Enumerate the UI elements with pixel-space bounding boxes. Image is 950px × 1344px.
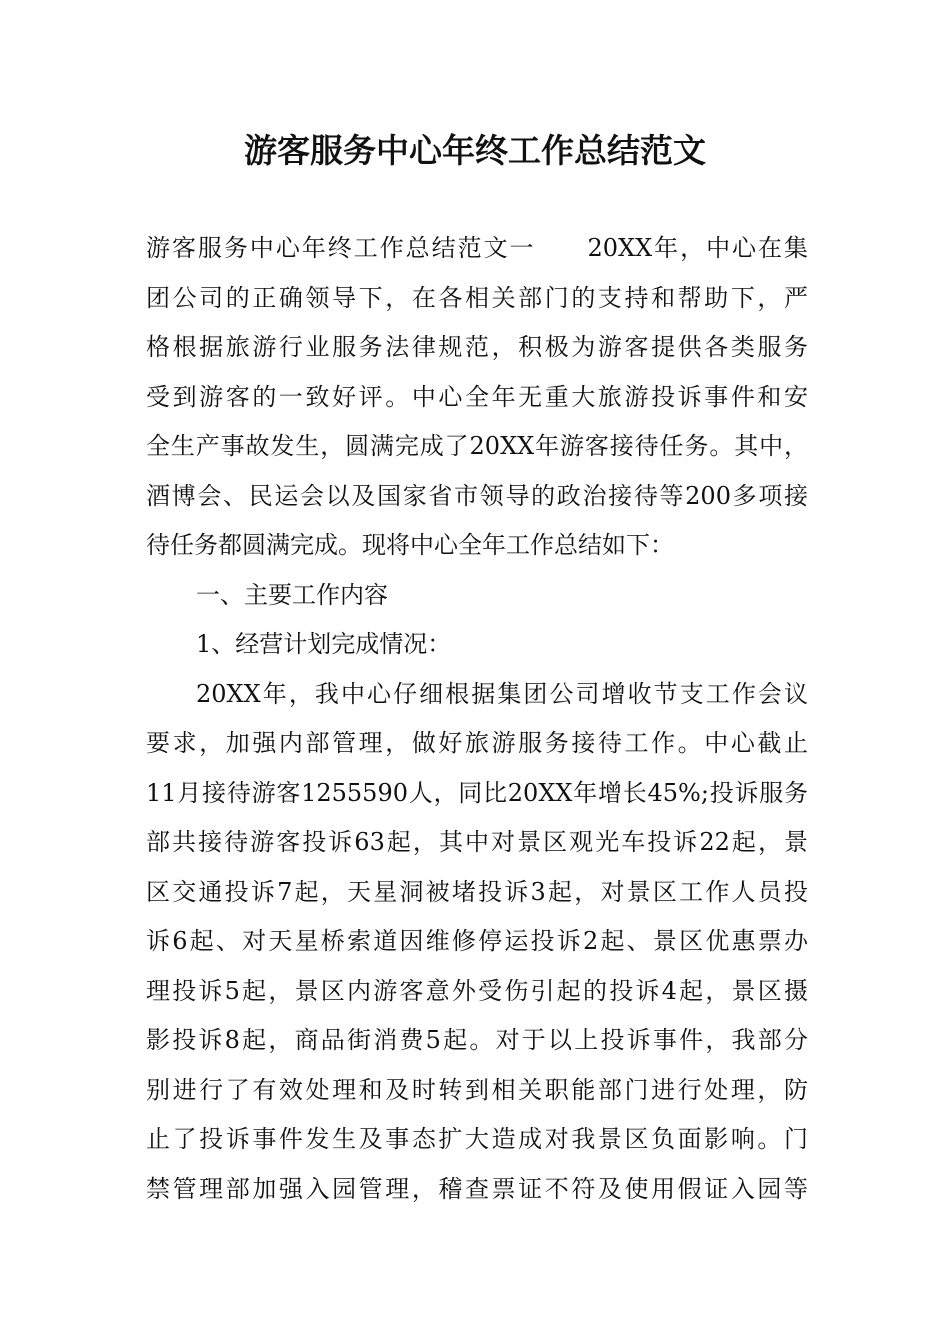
body-line: 受到游客的一致好评。中心全年无重大旅游投诉事件和安 — [146, 382, 808, 411]
body-line: 待任务都圆满完成。现将中心全年工作总结如下： — [146, 531, 674, 559]
body-line: 要求，加强内部管理，做好旅游服务接待工作。中心截止 — [146, 729, 808, 757]
body-line: 部共接待游客投诉63起，其中对景区观光车投诉22起，景 — [146, 828, 808, 856]
body-line: 游客服务中心年终工作总结范文一 20XX年，中心在集 — [146, 234, 808, 262]
body-line: 20XX年，我中心仔细根据集团公司增收节支工作会议 — [196, 679, 808, 708]
body-line: 诉6起、对天星桥索道因维修停运投诉2起、景区优惠票办 — [146, 927, 808, 955]
body-line: 酒博会、民运会以及国家省市领导的政治接待等200多项接 — [146, 481, 808, 510]
body-line: 止了投诉事件发生及事态扩大造成对我景区负面影响。门 — [146, 1125, 808, 1153]
body-line: 格根据旅游行业服务法律规范，积极为游客提供各类服务 — [146, 333, 808, 361]
subsection-heading: 1、经营计划完成情况： — [196, 630, 452, 658]
document-body — [146, 224, 808, 1214]
body-line: 别进行了有效处理和及时转到相关职能部门进行处理，防 — [146, 1075, 808, 1104]
section-heading: 一、主要工作内容 — [196, 580, 388, 609]
document-title: 游客服务中心年终工作总结范文 — [244, 131, 706, 170]
body-line: 影投诉8起，商品街消费5起。对于以上投诉事件，我部分 — [146, 1026, 808, 1054]
body-line: 理投诉5起，景区内游客意外受伤引起的投诉4起，景区摄 — [146, 976, 808, 1005]
body-line: 团公司的正确领导下，在各相关部门的支持和帮助下，严 — [146, 283, 808, 312]
body-line: 区交通投诉7起，天星洞被堵投诉3起，对景区工作人员投 — [146, 877, 808, 906]
body-line: 禁管理部加强入园管理，稽查票证不符及使用假证入园等 — [146, 1174, 808, 1203]
body-line: 全生产事故发生，圆满完成了20XX年游客接待任务。其中， — [146, 432, 808, 460]
body-line: 11月接待游客1255590人，同比20XX年增长45%;投诉服务 — [146, 778, 808, 807]
